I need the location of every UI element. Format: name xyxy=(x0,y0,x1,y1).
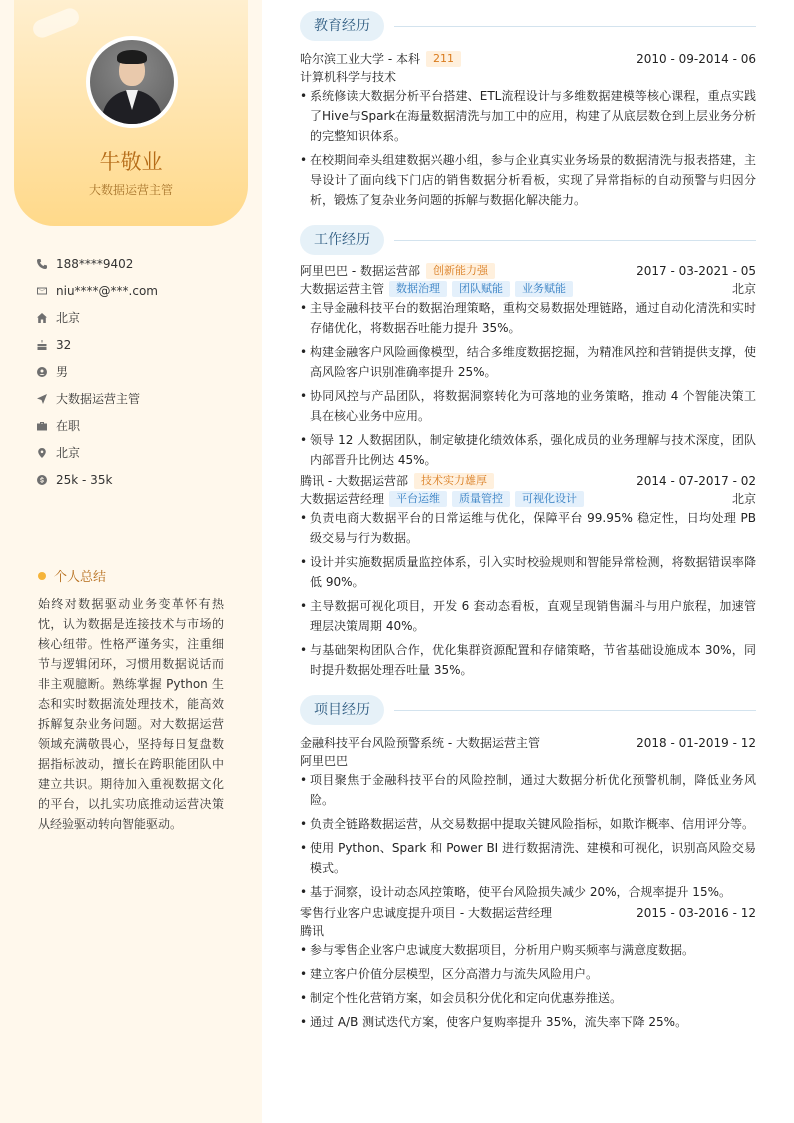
contact-value: niu****@***.com xyxy=(56,283,158,298)
divider xyxy=(394,26,756,27)
role: 大数据运营经理 xyxy=(300,492,385,506)
list-item: • 负责电商大数据平台的日常运维与优化，保障平台 99.95% 稳定性，日均处理 PB 级交易与行为数据。 xyxy=(300,508,756,548)
divider xyxy=(394,240,756,241)
school-name: 哈尔滨工业大学 - 本科 xyxy=(300,52,420,66)
contact-value: 32 xyxy=(56,337,72,352)
entry-header xyxy=(300,904,756,922)
project-entry xyxy=(300,734,756,902)
list-item: • 建立客户价值分层模型，区分高潜力与流失风险用户。 xyxy=(300,964,756,984)
divider xyxy=(394,710,756,711)
list-item: • 主导数据可视化项目，开发 6 套动态看板，直观呈现销售漏斗与用户旅程，加速管理层决策周期 40%。 xyxy=(300,596,756,636)
contact-value: 在职 xyxy=(56,419,81,433)
project-name: 零售行业客户忠诚度提升项目 - 大数据运营经理 xyxy=(300,906,552,920)
education-entry xyxy=(300,50,756,210)
gender-icon xyxy=(36,366,48,378)
list-item: • 协同风控与产品团队，将数据洞察转化为可落地的业务策略，推动 4 个智能决策工具在核心业务中应用。 xyxy=(300,386,756,426)
bullet-list xyxy=(300,770,756,902)
entry-subheader xyxy=(300,280,756,298)
entry-subheader xyxy=(300,922,756,940)
section-title: 项目经历 xyxy=(300,695,384,725)
city: 北京 xyxy=(731,282,756,296)
skill-tag: 质量管控 xyxy=(452,491,510,507)
entry-subheader xyxy=(300,490,756,508)
main-content xyxy=(300,10,756,1032)
work-entry xyxy=(300,472,756,680)
sidebar xyxy=(0,0,262,1123)
list-item: • 主导金融科技平台的数据治理策略，重构交易数据处理链路，通过自动化清洗和实时存储优化，将数据吞吐能力提升 35%。 xyxy=(300,298,756,338)
list-item: • 制定个性化营销方案，如会员积分优化和定向优惠券推送。 xyxy=(300,988,756,1008)
entry-header xyxy=(300,472,756,490)
decorative-shape xyxy=(30,6,81,41)
contact-value: 25k - 35k xyxy=(56,472,113,487)
home-icon xyxy=(36,312,48,324)
summary-heading-text: 个人总结 xyxy=(54,570,107,585)
company-name: 阿里巴巴 - 数据运营部 xyxy=(300,264,420,278)
mail-icon xyxy=(36,285,48,297)
entry-header xyxy=(300,734,756,752)
bullet-dot-icon xyxy=(38,572,46,580)
location-icon xyxy=(36,447,48,459)
entry-header xyxy=(300,50,756,68)
contact-home xyxy=(36,304,158,331)
school-tag: 211 xyxy=(426,51,461,67)
skill-tag: 团队赋能 xyxy=(452,281,510,297)
list-item: • 基于洞察，设计动态风控策略，使平台风险损失减少 20%，合规率提升 15%。 xyxy=(300,882,756,902)
skill-tag: 平台运维 xyxy=(389,491,447,507)
contact-position xyxy=(36,385,158,412)
project-org: 腾讯 xyxy=(300,924,325,938)
list-item: • 构建金融客户风险画像模型，结合多维度数据挖掘，为精准风控和营销提供支撑，使高风险客户识别准确率提升 25%。 xyxy=(300,342,756,382)
section-work xyxy=(300,224,756,256)
project-org: 阿里巴巴 xyxy=(300,754,349,768)
skill-tag: 业务赋能 xyxy=(515,281,573,297)
list-item: • 参与零售企业客户忠诚度大数据项目，分析用户购买频率与满意度数据。 xyxy=(300,940,756,960)
entry-subheader xyxy=(300,68,756,86)
profile-card xyxy=(14,0,248,226)
contact-value: 北京 xyxy=(56,311,81,325)
contact-list xyxy=(36,250,158,493)
company-tag: 技术实力雄厚 xyxy=(414,473,494,489)
phone-icon xyxy=(36,258,48,270)
role: 大数据运营主管 xyxy=(300,282,385,296)
entry-period: 2015 - 03-2016 - 12 xyxy=(636,906,756,920)
salary-icon xyxy=(36,474,48,486)
contact-status xyxy=(36,412,158,439)
project-entry xyxy=(300,904,756,1032)
major: 计算机科学与技术 xyxy=(300,70,397,84)
list-item: • 系统修读大数据分析平台搭建、ETL流程设计与多维数据建模等核心课程，重点实践了Hive与Spark在海量数据清洗与加工中的应用，构建了从底层数仓到上层业务分析的完整知识体系。 xyxy=(300,86,756,146)
list-item: • 通过 A/B 测试迭代方案，使客户复购率提升 35%，流失率下降 25%。 xyxy=(300,1012,756,1032)
entry-period: 2014 - 07-2017 - 02 xyxy=(636,474,756,488)
entry-period: 2010 - 09-2014 - 06 xyxy=(636,52,756,66)
contact-email xyxy=(36,277,158,304)
bullet-list xyxy=(300,86,756,210)
list-item: • 与基础架构团队合作，优化集群资源配置和存储策略，节省基础设施成本 30%，同时提升数据处理吞吐量 35%。 xyxy=(300,640,756,680)
company-name: 腾讯 - 大数据运营部 xyxy=(300,474,408,488)
entry-header xyxy=(300,262,756,280)
contact-salary xyxy=(36,466,158,493)
summary-text: 始终对数据驱动业务变革怀有热忱，认为数据是连接技术与市场的核心纽带。性格严谨务实，注重细节与逻辑闭环，习惯用数据说话而非主观臆断。熟练掌握 Python 生态和实时数据流处理技术，能高效拆解复杂业务问题。对大数据运营领域充满敬畏心，坚持每日复盘数据指标波动，擅长在跨职能团队中建立共识。期待加入重视数据文化的平台，以扎实功底推动运营决策从经验驱动转向智能驱动。 xyxy=(38,597,224,831)
contact-value: 男 xyxy=(56,365,69,379)
list-item: • 使用 Python、Spark 和 Power BI 进行数据清洗、建模和可视化，识别高风险交易模式。 xyxy=(300,838,756,878)
cake-icon xyxy=(36,339,48,351)
work-entry xyxy=(300,262,756,470)
project-name: 金融科技平台风险预警系统 - 大数据运营主管 xyxy=(300,736,540,750)
briefcase-icon xyxy=(36,420,48,432)
list-item: • 负责全链路数据运营，从交易数据中提取关键风险指标，如欺诈概率、信用评分等。 xyxy=(300,814,756,834)
bullet-list xyxy=(300,298,756,470)
contact-location xyxy=(36,439,158,466)
list-item: • 领导 12 人数据团队，制定敏捷化绩效体系，强化成员的业务理解与技术深度，团队内部晋升比例达 45%。 xyxy=(300,430,756,470)
section-title: 教育经历 xyxy=(300,11,384,41)
contact-value: 北京 xyxy=(56,446,81,460)
list-item: • 在校期间牵头组建数据兴趣小组，参与企业真实业务场景的数据清洗与报表搭建，主导设计了面向线下门店的销售数据分析看板，实现了异常指标的自动预警与归因分析，锻炼了复杂业务问题的拆解与数据化解决能力。 xyxy=(300,150,756,210)
entry-subheader xyxy=(300,752,756,770)
contact-gender xyxy=(36,358,158,385)
profile-title: 大数据运营主管 xyxy=(88,183,173,197)
send-icon xyxy=(36,393,48,405)
contact-value: 188****9402 xyxy=(56,256,134,271)
section-education xyxy=(300,10,756,42)
profile-name: 牛敬业 xyxy=(99,150,163,174)
bullet-list xyxy=(300,940,756,1032)
list-item: • 项目聚焦于金融科技平台的风险控制，通过大数据分析优化预警机制，降低业务风险。 xyxy=(300,770,756,810)
bullet-list xyxy=(300,508,756,680)
entry-period: 2018 - 01-2019 - 12 xyxy=(636,736,756,750)
contact-value: 大数据运营主管 xyxy=(56,392,141,406)
summary-heading xyxy=(38,566,106,585)
entry-period: 2017 - 03-2021 - 05 xyxy=(636,264,756,278)
skill-tag: 数据治理 xyxy=(389,281,447,297)
city: 北京 xyxy=(731,492,756,506)
company-tag: 创新能力强 xyxy=(426,263,495,279)
skill-tag: 可视化设计 xyxy=(515,491,584,507)
avatar xyxy=(86,36,178,128)
avatar-photo xyxy=(90,40,174,124)
section-title: 工作经历 xyxy=(300,225,384,255)
contact-phone xyxy=(36,250,158,277)
list-item: • 设计并实施数据质量监控体系，引入实时校验规则和智能异常检测，将数据错误率降低 90%。 xyxy=(300,552,756,592)
section-projects xyxy=(300,694,756,726)
contact-age xyxy=(36,331,158,358)
